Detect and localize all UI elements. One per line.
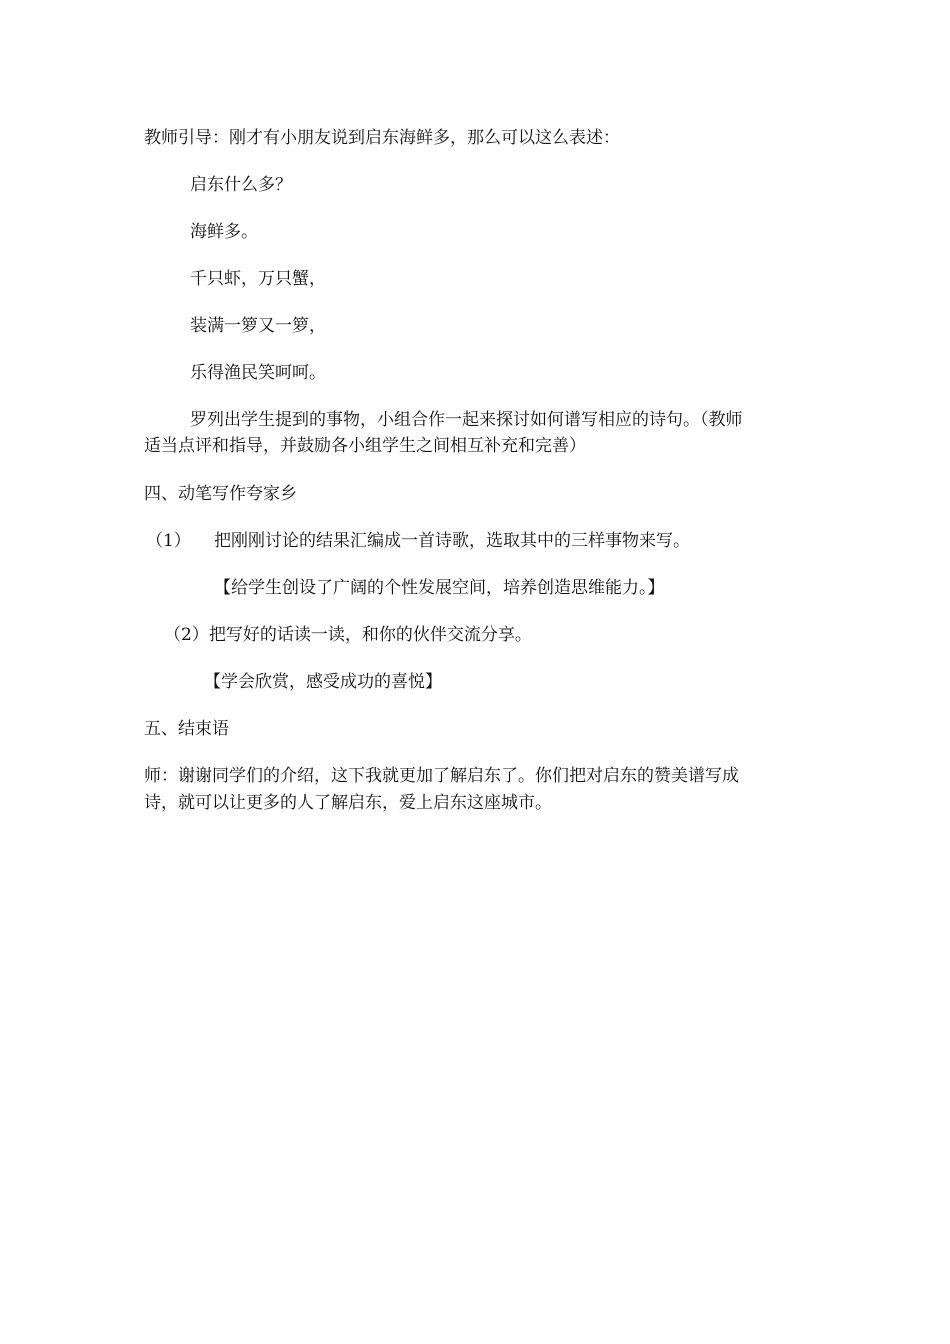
poem-line-3: 千只虾，万只蟹，: [190, 269, 326, 289]
step-2-text: （2）把写好的话读一读，和你的伙伴交流分享。: [164, 625, 532, 645]
section-4-heading: 四、动笔写作夸家乡: [144, 484, 297, 504]
step-1-note: 【给学生创设了广阔的个性发展空间，培养创造思维能力。】: [214, 578, 665, 598]
closing-line-1: 师：谢谢同学们的介绍，这下我就更加了解启东了。你们把对启东的赞美谱写成: [144, 766, 739, 786]
step-1-number: （1）: [146, 531, 191, 551]
poem-line-1: 启东什么多？: [190, 175, 292, 195]
paragraph-line-1: 罗列出学生提到的事物，小组合作一起来探讨如何谱写相应的诗句。（教师: [190, 410, 743, 430]
poem-line-5: 乐得渔民笑呵呵。: [190, 363, 326, 383]
intro-text: 教师引导：刚才有小朋友说到启东海鲜多，那么可以这么表述：: [144, 128, 620, 148]
paragraph-line-2: 适当点评和指导，并鼓励各小组学生之间相互补充和完善）: [144, 436, 586, 456]
closing-line-2: 诗，就可以让更多的人了解启东，爱上启东这座城市。: [144, 793, 552, 813]
poem-line-2: 海鲜多。: [190, 222, 258, 242]
section-5-heading: 五、结束语: [144, 719, 229, 739]
step-2-note: 【学会欣赏，感受成功的喜悦】: [204, 672, 442, 692]
step-1-text: 把刚刚讨论的结果汇编成一首诗歌，选取其中的三样事物来写。: [214, 531, 690, 551]
poem-line-4: 装满一箩又一箩，: [190, 316, 326, 336]
